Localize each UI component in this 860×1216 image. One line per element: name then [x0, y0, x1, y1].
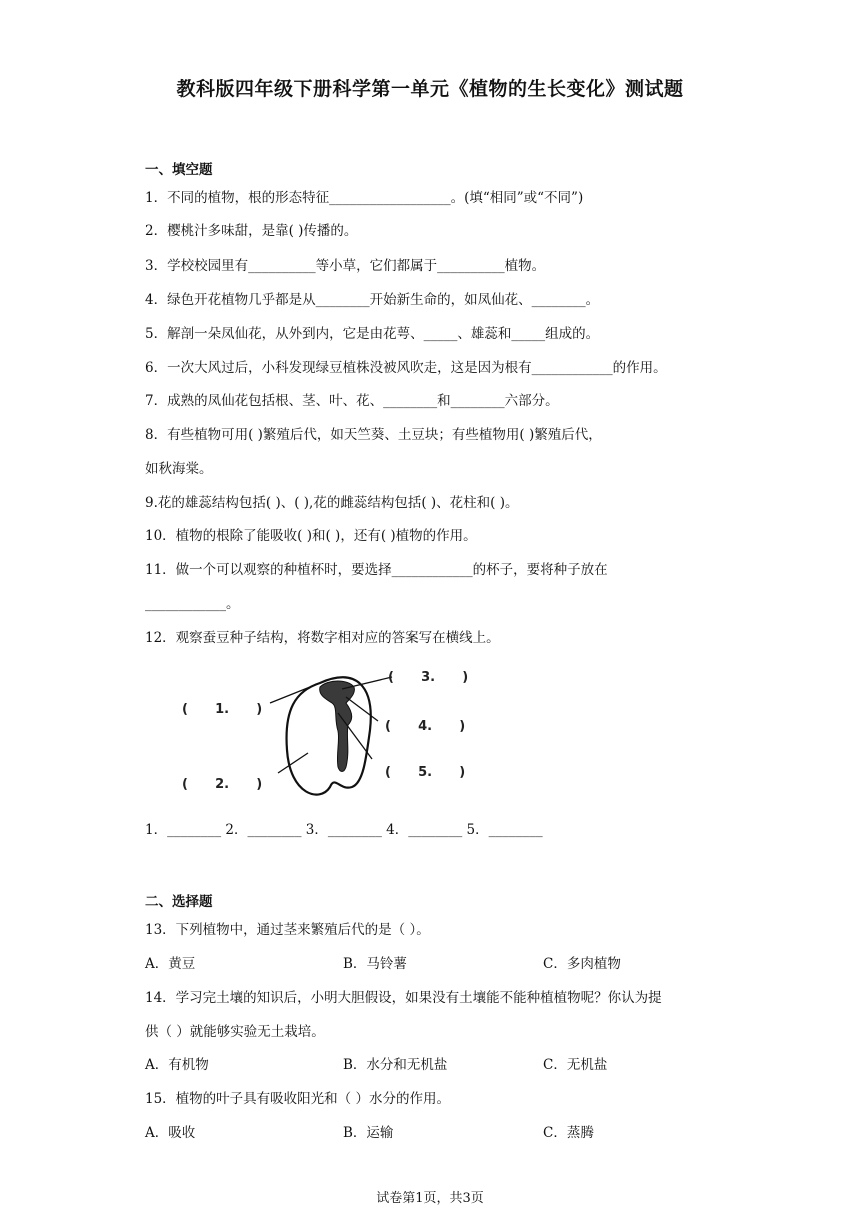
question-14-continued: 供（ ）就能够实验无土栽培。: [145, 1024, 325, 1040]
question-15: 15．植物的叶子具有吸收阳光和（ ）水分的作用。: [145, 1091, 450, 1107]
question-4: 4．绿色开花植物几乎都是从________开始新生命的，如凤仙花、________。: [145, 292, 600, 308]
diagram-label-1: ( 1. ): [182, 702, 263, 717]
question-15-option-a: A．吸收: [145, 1125, 196, 1141]
section-choice-heading: 二、选择题: [145, 894, 213, 910]
question-5: 5．解剖一朵凤仙花，从外到内，它是由花萼、_____、雄蕊和_____组成的。: [145, 326, 600, 342]
question-14-option-c: C．无机盐: [543, 1057, 608, 1073]
question-13-option-a: A．黄豆: [145, 956, 196, 972]
question-3: 3．学校校园里有__________等小草，它们都属于__________植物。: [145, 258, 546, 274]
diagram-label-4: ( 4. ): [385, 719, 466, 734]
diagram-label-3: ( 3. ): [388, 670, 469, 685]
question-6: 6．一次大风过后，小科发现绿豆植株没被风吹走，这是因为根有____________的作用。: [145, 360, 667, 376]
question-15-option-c: C．蒸腾: [543, 1125, 594, 1141]
question-14-option-a: A．有机物: [145, 1057, 209, 1073]
broad-bean-seed-diagram: [170, 655, 490, 805]
page-footer: 试卷第1页，共3页: [376, 1191, 484, 1206]
question-12: 12．观察蚕豆种子结构，将数字相对应的答案写在横线上。: [145, 630, 500, 646]
diagram-label-5: ( 5. ): [385, 765, 466, 780]
question-10: 10．植物的根除了能吸收( )和( )，还有( )植物的作用。: [145, 528, 477, 544]
question-15-option-b: B．运输: [343, 1125, 394, 1141]
question-14-option-b: B．水分和无机盐: [343, 1057, 448, 1073]
question-2: 2．樱桃汁多味甜，是靠( )传播的。: [145, 223, 358, 239]
page-title: 教科版四年级下册科学第一单元《植物的生长变化》测试题: [176, 78, 684, 100]
question-1: 1．不同的植物，根的形态特征__________________。(填“相同”或“不同”): [145, 190, 584, 206]
question-14: 14．学习完土壤的知识后，小明大胆假设，如果没有土壤能不能种植植物呢？你认为提: [145, 990, 662, 1006]
question-7: 7．成熟的凤仙花包括根、茎、叶、花、________和________六部分。: [145, 393, 559, 409]
question-11: 11．做一个可以观察的种植杯时，要选择____________的杯子，要将种子放在: [145, 562, 608, 578]
section-fill-in-heading: 一、填空题: [145, 162, 213, 178]
question-8: 8．有些植物可用( )繁殖后代，如天竺葵、土豆块；有些植物用( )繁殖后代，: [145, 427, 602, 443]
question-9: 9.花的雄蕊结构包括( )、( ),花的雌蕊结构包括( )、花柱和( )。: [145, 495, 519, 511]
question-11-continued: ____________。: [145, 596, 240, 612]
question-13-option-c: C．多肉植物: [543, 956, 621, 972]
question-13: 13．下列植物中，通过茎来繁殖后代的是（ ）。: [145, 922, 430, 938]
embryo-shape: [320, 681, 355, 772]
question-8-continued: 如秋海棠。: [145, 461, 213, 477]
diagram-label-2: ( 2. ): [182, 777, 263, 792]
question-13-option-b: B．马铃薯: [343, 956, 407, 972]
question-12-answer-line: 1．________ 2．________ 3．________ 4．________ 5．________: [145, 822, 543, 838]
leader-line-2: [278, 753, 308, 773]
